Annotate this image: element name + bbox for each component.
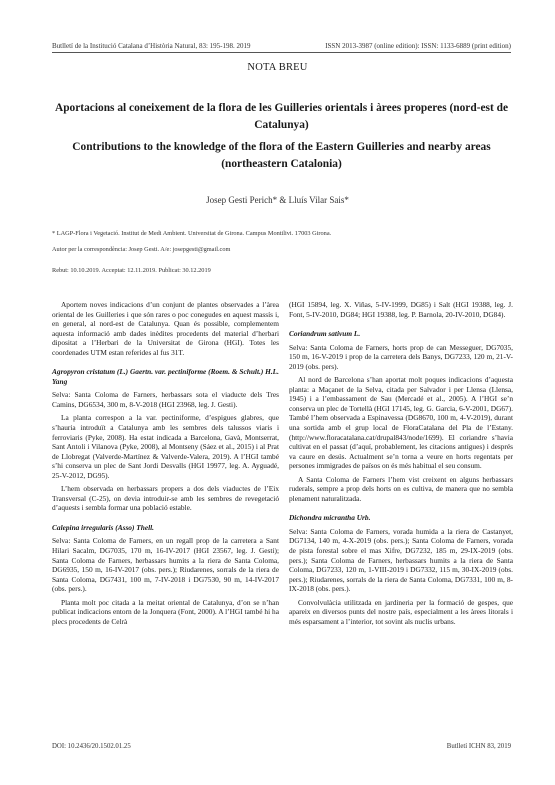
body-paragraph: (HGI 15894, leg. X. Viñas, 5-IV-1999, DG85) i Salt (HGI 19388, leg. J. Font, 5-IV-2010, DG84; HGI 19388, leg. P. Barnola, 20-IV-2010, DG84). <box>289 300 513 319</box>
species-record: Selva: Santa Coloma de Farners, vorada humida a la riera de Castanyet, DG7134, 140 m, 4-X-2019 (obs. pers.); Santa Coloma de Farners, vorada de pista forestal sobre el mas Xifre, DG7232, 185 m, 29-IX-2019 (obs. pers.); Santa Coloma de Farners, herbassars humits a la riera de Santa Coloma, DG7233, 120 m, 1-VIII-2019 i DG7332, 115 m, 30-IX-2019 (obs. pers.); Riudarenes, sorrals de la riera de Santa Coloma, DG7331, 100 m, 8-IX-2018 (obs. pers.). <box>289 526 513 594</box>
issn: ISSN 2013-3987 (online edition): ISSN: 1133-6889 (print edition) <box>325 42 511 50</box>
body-paragraph: L’hem observada en herbassars propers a dos dels viaductes de l’Eix Transversal (C-25), on devia introduir-se amb les sembres de revegetació d’aquests i sembla formar una població estable. <box>52 484 279 513</box>
journal-citation: Butlletí de la Institució Catalana d’Història Natural, 83: 195-198. 2019 <box>52 42 251 50</box>
left-column <box>52 300 279 630</box>
journal-page: Butlletí ICHN 83, 2019 <box>446 743 511 750</box>
species-record: Selva: Santa Coloma de Farners, en un regall prop de la carretera a Sant Hilari Sacalm, DG7035, 170 m, 16-IV-2017 (HGI 23567, leg. J. Gesti); Santa Coloma de Farners, herbassars humits a la riera de Santa Coloma, DG6935, 150 m, 16-IV-2017 (obs. pers.); Riudarenes, sorrals de la riera de Santa Coloma, DG7431, 100 m, 7-IV-2018 i DG7530, 90 m, 14-IV-2017 (obs. pers.). <box>52 536 279 594</box>
body-paragraph: La planta correspon a la var. pectiniforme, d’espigues glabres, que s’hauria introduït a Catalunya amb les sembres dels talussos viaris i ferroviaris (Pyke, 2008). Ha estat indicada a Barcelona, Gavà, Montserrat, Sant Antoli i Vilanova (Pyke, 2008), al Montseny (Sáez et al., 2015) i al Prat de Llobregat (Valverde-Martínez & Valverde-Valera, 2019). A l’HGI també s’hi conserva un plec de Sant Jordi Desvalls (HGI 19977, leg. A. Ayguadé, 25-V-2012, DG95). <box>52 413 279 480</box>
species-name: Agropyron cristatum (L.) Gaertn. var. pectiniforme (Roem. & Schult.) H.L. Yang <box>52 367 279 386</box>
species-name: Dichondra micrantha Urb. <box>289 513 371 523</box>
species-record: Selva: Santa Coloma de Farners, horts prop de can Messeguer, DG7035, 150 m, 16-V-2019 i prop de la carretera dels Banys, DG7233, 120 m, 21-V-2019 (obs. pers). <box>289 342 513 371</box>
page-footer <box>52 743 511 750</box>
dates: Rebut: 10.10.2019. Acceptat: 12.11.2019. Publicat: 30.12.2019 <box>52 267 211 274</box>
affiliation: * LAGP-Flora i Vegetació. Institut de Medi Ambient. Universitat de Girona. Campus Montilivi. 17003 Girona. <box>52 230 332 237</box>
doi: DOI: 10.2436/20.1502.01.25 <box>52 743 131 750</box>
right-column <box>289 300 513 630</box>
body-paragraph: Planta molt poc citada a la meitat oriental de Catalunya, d’on se n’han publicat indicacions entorn de la Jonquera (Font, 2000). A l’HGI també hi ha plecs procedents de Celrà <box>52 597 279 626</box>
correspondence: Autor per la correspondència: Josep Gesti. A/e: josepgesti@gmail.com <box>52 246 231 253</box>
species-record: Selva: Santa Coloma de Farners, herbassars sota el viaducte dels Tres Camins, DG6534, 300 m, 8-V-2018 (HGI 23968, leg. J. Gesti). <box>52 390 279 409</box>
body-paragraph: Convolvulàcia utilitzada en jardineria per la formació de gespes, que apareix en diversos punts del nostre país, especialment a les àrees litorals i més esparsament a l’interior, tot sovint als nuclis urbans. <box>289 597 513 626</box>
header-rule <box>52 52 511 53</box>
species-name: Coriandrum sativum L. <box>289 329 361 339</box>
running-header <box>52 42 511 50</box>
title-english: Contributions to the knowledge of the flora of the Eastern Guilleries and nearby areas (northeastern Catalonia) <box>72 141 491 170</box>
authors: Josep Gesti Perich* & Lluís Vilar Sais* <box>206 195 349 205</box>
title-catalan: Aportacions al coneixement de la flora de les Guilleries orientals i àrees properes (nord-est de Catalunya) <box>54 102 509 131</box>
body-paragraph: A Santa Coloma de Farners l’hem vist creixent en alguns herbassars ruderals, sempre a prop dels horts on es cultiva, de manera que no sembla plenament naturalitzada. <box>289 474 513 503</box>
body-paragraph: Al nord de Barcelona s’han aportat molt poques indicacions d’aquesta planta: a Maçanet de la Selva, citada per Salvador i per Llensa (Llensa, 1945) i a l’embassament de Sau (Mercadé et al., 2005). A l’HGI se’n conserva un plec de Tortellà (HGI 17145, leg. G. Garcia, 6-V-2001, DG67). També l’hem observada a Espinavessa (DG8670, 100 m, 4-V-2019), durant una sortida amb el grup local de FloraCatalana del Pla de l’Estany. (http://www.floracatalana.cat/drupal843/node/1699). El coriandre s’havia cultivat en el passat (d’aquí, probablement, les citacions antigues) i després va caure en desús. Actualment se’n torna a veure en horts regentats per persones immigrades de països on és més habitual el seu consum. <box>289 375 513 471</box>
species-name: Calepina irregularis (Asso) Thell. <box>52 522 155 532</box>
intro-paragraph: Aportem noves indicacions d’un conjunt de plantes observades a l’àrea oriental de les Guilleries i que són rares o poc conegudes en aquest massís i, en general, al nord-est de Catalunya. Quan és possible, complementem aquesta informació amb dades inèdites procedents del material d’herbari dipositat a l’Herbari de la Universitat de Girona (HGI). Totes les coordenades UTM estan referides al fus 31T. <box>52 300 279 357</box>
section-label: NOTA BREU <box>247 62 308 73</box>
